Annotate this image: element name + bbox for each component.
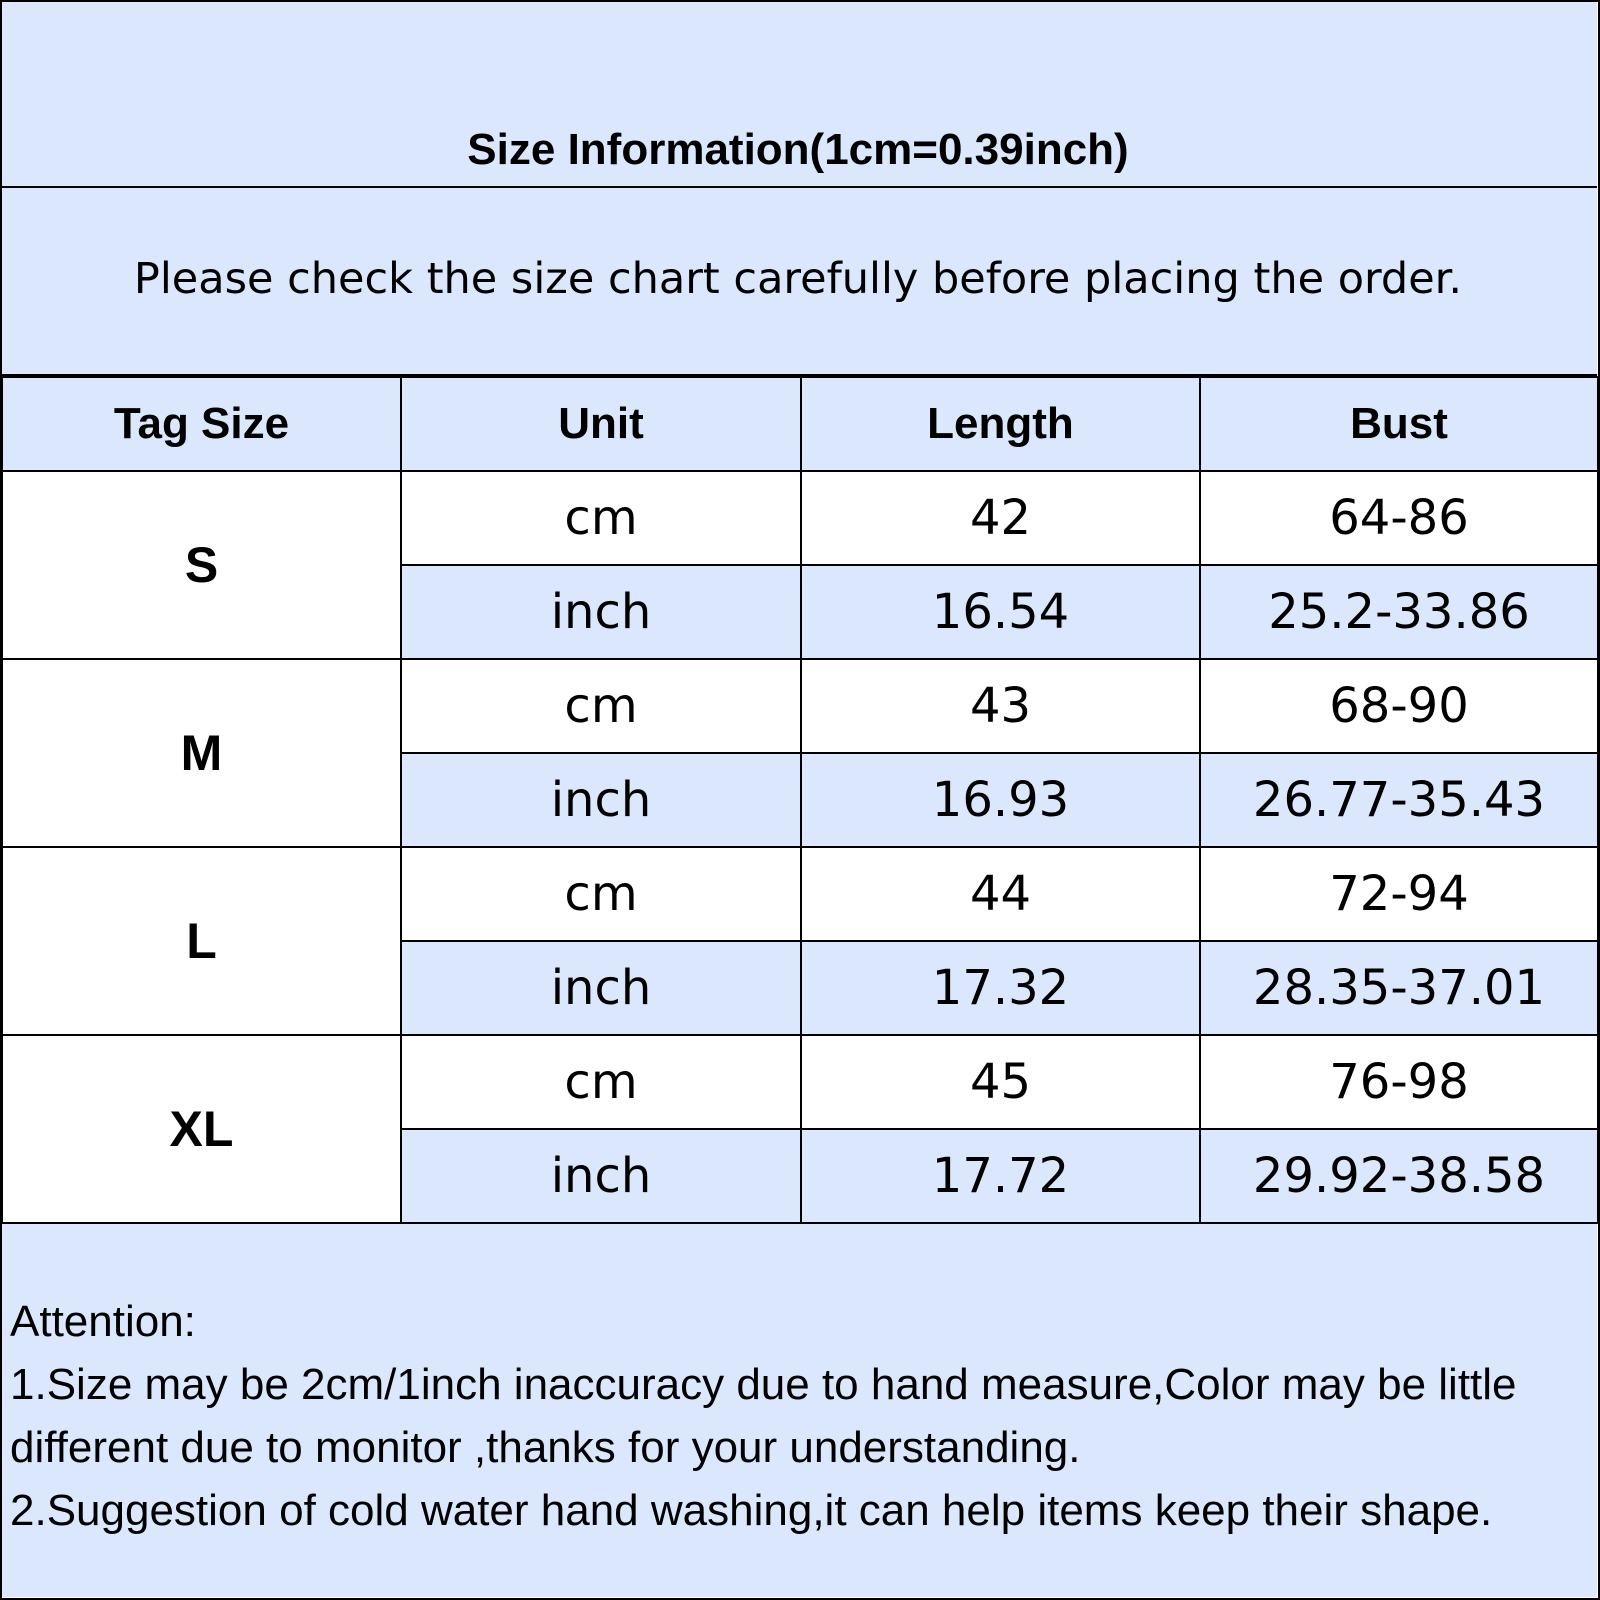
length-cell: 43 xyxy=(801,659,1200,753)
header-tag-size: Tag Size xyxy=(2,377,401,471)
unit-cell: inch xyxy=(401,941,801,1035)
unit-cell: cm xyxy=(401,659,801,753)
length-cell: 17.72 xyxy=(801,1129,1200,1223)
length-cell: 42 xyxy=(801,471,1200,565)
length-cell: 44 xyxy=(801,847,1200,941)
unit-cell: inch xyxy=(401,565,801,659)
bust-cell: 29.92-38.58 xyxy=(1200,1129,1598,1223)
tag-size-s: S xyxy=(2,471,401,659)
header-bust: Bust xyxy=(1200,377,1598,471)
length-cell: 45 xyxy=(801,1035,1200,1129)
bust-cell: 68-90 xyxy=(1200,659,1598,753)
tag-size-xl: XL xyxy=(2,1035,401,1223)
length-cell: 16.54 xyxy=(801,565,1200,659)
order-note: Please check the size chart carefully before placing the order. xyxy=(133,254,1463,304)
attention-heading: Attention: xyxy=(10,1297,196,1346)
length-cell: 17.32 xyxy=(801,941,1200,1035)
table-row xyxy=(2,847,1598,941)
table-row xyxy=(2,659,1598,753)
bust-cell: 76-98 xyxy=(1200,1035,1598,1129)
header-length: Length xyxy=(801,377,1200,471)
size-table xyxy=(1,376,1599,1224)
table-header-row xyxy=(2,377,1598,471)
unit-cell: cm xyxy=(401,471,801,565)
table-row xyxy=(2,471,1598,565)
bust-cell: 26.77-35.43 xyxy=(1200,753,1598,847)
length-cell: 16.93 xyxy=(801,753,1200,847)
bust-cell: 28.35-37.01 xyxy=(1200,941,1598,1035)
unit-cell: inch xyxy=(401,753,801,847)
table-row xyxy=(2,1035,1598,1129)
bust-cell: 64-86 xyxy=(1200,471,1598,565)
unit-cell: cm xyxy=(401,847,801,941)
bust-cell: 72-94 xyxy=(1200,847,1598,941)
attention-line-2: 2.Suggestion of cold water hand washing,it can help items keep their shape. xyxy=(10,1486,1493,1535)
unit-cell: inch xyxy=(401,1129,801,1223)
bust-cell: 25.2-33.86 xyxy=(1200,565,1598,659)
attention-notes xyxy=(10,1290,1590,1542)
attention-line-1: 1.Size may be 2cm/1inch inaccuracy due to hand measure,Color may be little different due to monitor ,thanks for your understanding. xyxy=(10,1360,1517,1472)
tag-size-m: M xyxy=(2,659,401,847)
tag-size-l: L xyxy=(2,847,401,1035)
unit-cell: cm xyxy=(401,1035,801,1129)
header-unit: Unit xyxy=(401,377,801,471)
size-information-title: Size Information(1cm=0.39inch) xyxy=(467,125,1129,174)
